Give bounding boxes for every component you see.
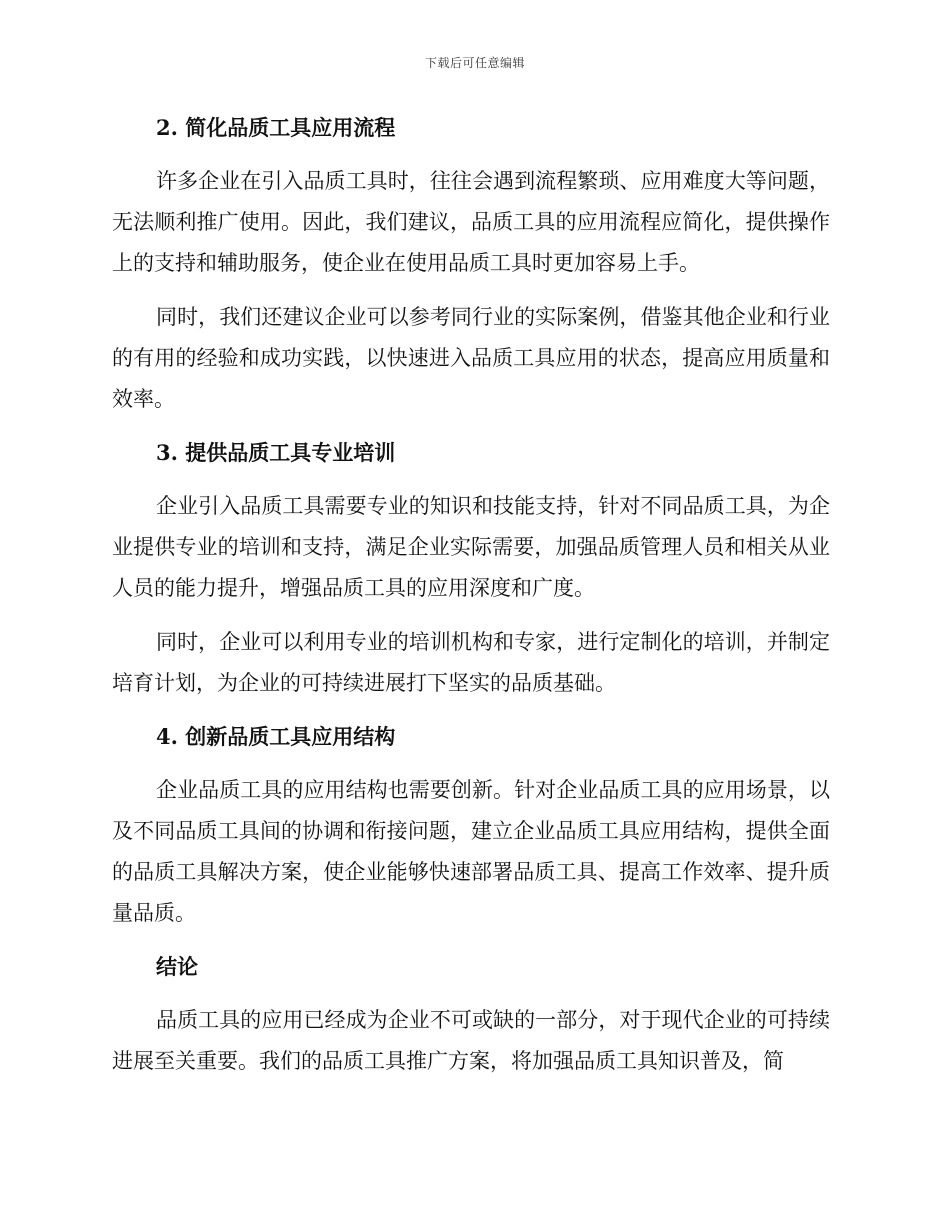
paragraph: 企业引入品质工具需要专业的知识和技能支持，针对不同品质工具，为企业提供专业的培训和支持，满足企业实际需要，加强品质管理人员和相关从业人员的能力提升，增强品质工具的应用深度和广度。	[112, 494, 830, 600]
section-conclusion	[112, 947, 830, 1082]
section-heading: 4. 创新品质工具应用结构	[156, 724, 396, 749]
section-innovate-structure	[112, 717, 830, 934]
section-professional-training	[112, 433, 830, 704]
paragraph: 许多企业在引入品质工具时，往往会遇到流程繁琐、应用难度大等问题，无法顺利推广使用。因此，我们建议，品质工具的应用流程应简化，提供操作上的支持和辅助服务，使企业在使用品质工具时更加容易上手。	[112, 169, 830, 275]
paragraph: 企业品质工具的应用结构也需要创新。针对企业品质工具的应用场景，以及不同品质工具间的协调和衔接问题，建立企业品质工具应用结构，提供全面的品质工具解决方案，使企业能够快速部署品质工具、提高工作效率、提升质量品质。	[112, 778, 830, 925]
section-heading: 3. 提供品质工具专业培训	[156, 440, 396, 465]
header-note: 下载后可任意编辑	[424, 56, 525, 70]
section-heading: 结论	[156, 954, 198, 979]
document-body	[112, 108, 830, 1095]
paragraph: 品质工具的应用已经成为企业不可或缺的一部分，对于现代企业的可持续进展至关重要。我们的品质工具推广方案，将加强品质工具知识普及，简	[112, 1008, 830, 1073]
paragraph: 同时，企业可以利用专业的培训机构和专家，进行定制化的培训，并制定培育计划，为企业的可持续进展打下坚实的品质基础。	[112, 630, 830, 695]
paragraph: 同时，我们还建议企业可以参考同行业的实际案例，借鉴其他企业和行业的有用的经验和成功实践，以快速进入品质工具应用的状态，提高应用质量和效率。	[112, 305, 830, 411]
section-simplify-process	[112, 108, 830, 420]
section-heading: 2. 简化品质工具应用流程	[156, 115, 396, 140]
